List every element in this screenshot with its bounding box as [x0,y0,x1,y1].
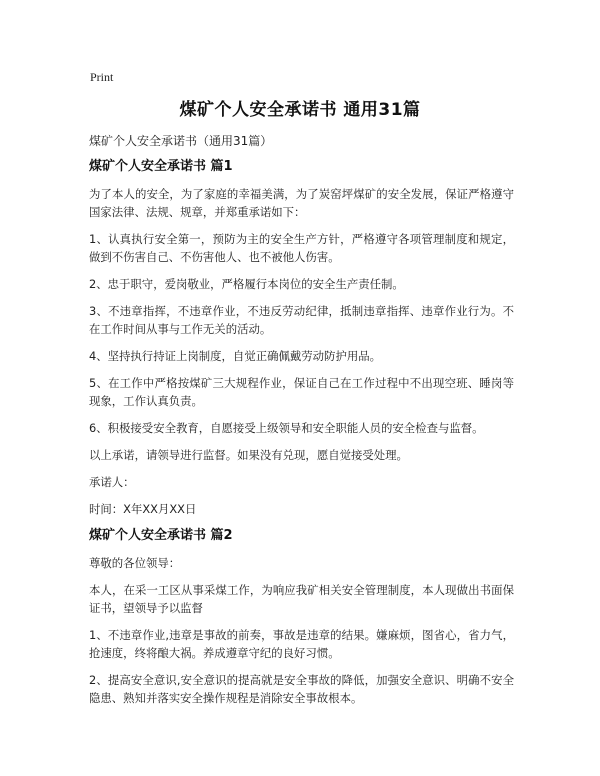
paragraph: 为了本人的安全，为了家庭的幸福美满，为了炭窑坪煤矿的安全发展，保证严格遵守国家法律、法规、规章，并郑重承诺如下： [89,187,514,219]
paragraph: 5、在工作中严格按煤矿三大规程作业，保证自己在工作过程中不出现空班、睡岗等现象，工作认真负责。 [89,376,514,408]
document-subtitle: 煤矿个人安全承诺书（通用31篇） [89,134,273,148]
paragraph: 尊敬的各位领导： [89,556,181,570]
paragraph: 1、认真执行安全第一，预防为主的安全生产方针，严格遵守各项管理制度和规定，做到不伤害自己、不伤害他人、也不被他人伤害。 [89,232,514,264]
paragraph: 6、积极接受安全教育，自愿接受上级领导和安全职能人员的安全检查与监督。 [89,421,484,435]
print-label[interactable]: Print [90,70,114,84]
paragraph: 4、坚持执行持证上岗制度，自觉正确佩戴劳动防护用品。 [89,349,382,363]
section-1 [89,158,514,518]
section-heading: 煤矿个人安全承诺书 篇1 [89,159,233,174]
paragraph: 2、忠于职守，爱岗敬业，严格履行本岗位的安全生产责任制。 [89,277,404,291]
signer-line: 承诺人： [89,475,135,489]
paragraph: 1、不违章作业,违章是事故的前奏，事故是违章的结果。嫌麻烦，图省心，省力气，抢速度，终将酿大祸。养成遵章守纪的良好习惯。 [89,628,514,660]
paragraph: 以上承诺，请领导进行监督。如果没有兑现，愿自觉接受处理。 [89,448,408,462]
paragraph: 3、不违章指挥，不违章作业，不违反劳动纪律，抵制违章指挥、违章作业行为。不在工作时间从事与工作无关的活动。 [89,304,514,336]
paragraph: 本人，在采一工区从事采煤工作，为响应我矿相关安全管理制度，本人现做出书面保证书，望领导予以监督 [89,583,514,615]
section-2 [89,527,514,707]
page-title: 煤矿个人安全承诺书 通用31篇 [179,100,421,120]
date-line: 时间：X年XX月XX日 [89,502,197,516]
section-heading: 煤矿个人安全承诺书 篇2 [89,528,233,543]
paragraph: 2、提高安全意识,安全意识的提高就是安全事故的降低，加强安全意识、明确不安全隐患、熟知并落实安全操作规程是消除安全事故根本。 [89,673,514,705]
document-body [89,132,514,716]
